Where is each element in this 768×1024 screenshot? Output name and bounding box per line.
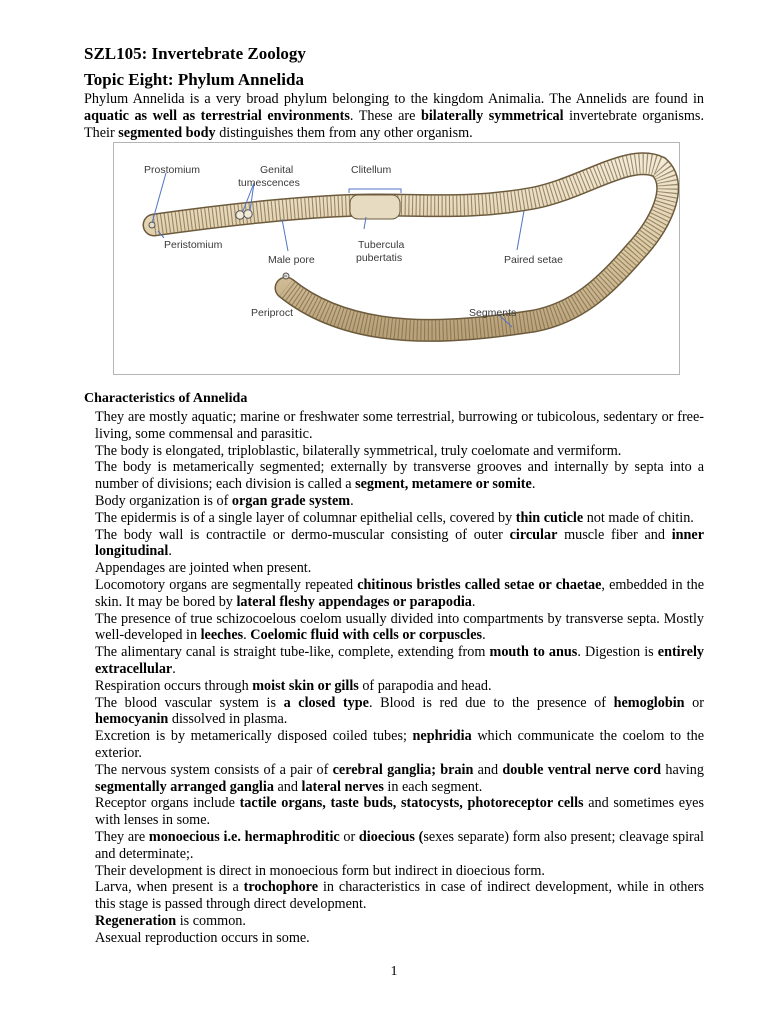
text-run: Body organization is of	[95, 492, 232, 509]
course-title: SZL105: Invertebrate Zoology	[84, 44, 306, 63]
text-run: which communicate the coelom to the exterior.	[95, 728, 705, 761]
bold-text: segmentally arranged ganglia	[95, 778, 274, 795]
text-run: Receptor organs include	[95, 795, 240, 812]
text-run: The blood vascular system is	[95, 694, 284, 711]
characteristic-item	[95, 678, 704, 695]
text-run: The nervous system consists of a pair of	[95, 761, 333, 778]
text-run: The body is metamerically segmented; externally by transverse grooves and internally by septa into a number of divisions; each division is called a	[95, 459, 704, 493]
characteristic-item	[95, 527, 704, 561]
label-prostomium: Prostomium	[144, 164, 201, 176]
text-run: invertebrate organisms. Their	[84, 107, 704, 141]
text-run: . Blood is red due to the presence of	[368, 694, 614, 711]
text-run: .	[471, 593, 476, 610]
characteristic-item	[95, 728, 704, 762]
text-run: or	[339, 828, 359, 845]
bold-text: thin cuticle	[515, 509, 584, 526]
characteristic-item	[95, 795, 704, 829]
characteristic-item	[95, 560, 704, 577]
label-genital: Genital	[260, 164, 294, 176]
characteristic-item	[95, 577, 704, 611]
bold-text: Coelomic fluid with cells or corpuscles	[250, 627, 483, 644]
bold-text: trochophore	[243, 879, 319, 896]
genital-tumescence-icon	[236, 211, 244, 219]
characteristic-item	[95, 913, 704, 930]
bold-text: entirely extracellular	[95, 644, 704, 677]
text-run: distinguishes them from any other organism.	[215, 124, 473, 141]
bold-text: inner longitudinal	[95, 526, 705, 560]
bold-text: segment, metamere or somite	[355, 476, 532, 493]
label-tumescences: tumescences	[238, 177, 300, 189]
text-run: Respiration occurs through	[95, 677, 253, 694]
bold-text: organ grade system	[231, 492, 351, 509]
bold-text: lateral nerves	[301, 778, 384, 795]
text-run: dissolved in plasma.	[168, 711, 288, 728]
text-run: .	[350, 492, 354, 509]
text-run: . Digestion is	[577, 644, 658, 661]
text-run: Excretion is by metamerically disposed coiled tubes;	[95, 728, 413, 745]
bold-text: hemoglobin	[613, 694, 685, 711]
label-segments: Segments	[469, 307, 517, 319]
text-run: They are mostly aquatic; marine or freshwater some terrestrial, burrowing or tubicolous, sedentary or free-living, some commensal and parasitic.	[95, 409, 704, 442]
text-run: Asexual reproduction occurs in some.	[95, 929, 310, 946]
characteristics-heading: Characteristics of Annelida	[84, 391, 248, 406]
text-run: .	[482, 627, 486, 644]
characteristic-item	[95, 493, 704, 510]
text-run: The body wall is contractile or dermo-muscular consisting of outer	[95, 526, 510, 543]
text-run: The presence of true schizocoelous coelom usually divided into compartments by transverse septa. Mostly well-developed in	[95, 610, 704, 644]
text-run: Their development is direct in monoecious form but indirect in dioecious form.	[95, 862, 545, 879]
characteristic-item	[95, 611, 704, 645]
text-run: not made of chitin.	[583, 509, 694, 526]
characteristic-item	[95, 644, 704, 678]
text-run: is common.	[176, 912, 246, 929]
characteristic-item	[95, 930, 704, 947]
label-clitellum: Clitellum	[351, 164, 392, 176]
characteristic-item	[95, 510, 704, 527]
label-pubertatis: pubertatis	[356, 252, 403, 264]
bold-text: aquatic as well as terrestrial environments	[84, 107, 350, 124]
text-run: sexes separate) form also present; cleavage spiral and determinate;.	[95, 828, 704, 862]
text-run: . These are	[349, 107, 421, 124]
text-run: , embedded in the skin. It may be bored by	[95, 576, 704, 610]
bold-text: tactile organs, taste buds, statocysts, photoreceptor cells	[239, 795, 584, 812]
bold-text: mouth to anus	[489, 644, 578, 661]
bold-text: lateral fleshy appendages or parapodia	[236, 593, 472, 610]
text-run: or	[684, 694, 704, 711]
text-run: muscle fiber and	[557, 526, 672, 543]
worm-segments	[154, 164, 668, 331]
characteristics-list	[95, 409, 704, 947]
text-run: Locomotory organs are segmentally repeated	[95, 576, 358, 593]
text-run: The epidermis is of a single layer of columnar epithelial cells, covered by	[95, 509, 516, 526]
text-run: Phylum Annelida is a very broad phylum belonging to the kingdom Animalia. The Annelids are found in	[84, 91, 704, 107]
text-run: They are	[95, 828, 149, 845]
text-run: and	[273, 778, 302, 795]
bold-text: hemocyanin	[95, 711, 169, 728]
bold-text: Regeneration	[95, 912, 177, 929]
earthworm-figure	[113, 142, 680, 375]
intro-paragraph	[84, 91, 704, 141]
clitellum-band	[350, 195, 400, 219]
text-run: of parapodia and head.	[358, 677, 492, 694]
label-peristomium: Peristomium	[164, 239, 223, 251]
page-number: 1	[390, 964, 398, 979]
label-periproct: Periproct	[251, 307, 294, 319]
text-run: and sometimes eyes with lenses in some.	[95, 795, 704, 829]
text-run: Larva, when present is a	[95, 879, 244, 896]
bold-text: segmented body	[118, 124, 216, 141]
bold-text: cerebral ganglia; brain	[332, 761, 474, 778]
label-tubercula: Tubercula	[358, 239, 405, 251]
earthworm-diagram	[114, 143, 679, 374]
characteristic-item	[95, 863, 704, 880]
bold-text: moist skin or gills	[252, 677, 359, 694]
genital-tumescence-icon	[244, 210, 252, 218]
characteristic-item	[95, 695, 704, 729]
text-run: .	[168, 543, 172, 560]
bold-text: bilaterally symmetrical	[420, 107, 564, 124]
characteristic-item	[95, 879, 704, 913]
bold-text: a closed type	[283, 694, 369, 711]
bold-text: monoecious i.e. hermaphroditic	[148, 828, 340, 845]
text-run: Appendages are jointed when present.	[95, 560, 312, 577]
characteristic-item	[95, 829, 704, 863]
label-paired-setae: Paired setae	[504, 254, 563, 266]
text-run: The alimentary canal is straight tube-like, complete, extending from	[95, 644, 490, 661]
text-run: and	[473, 761, 503, 778]
bold-text: chitinous bristles called setae or chaetae	[357, 576, 602, 593]
bold-text: dioecious (	[358, 828, 424, 845]
text-run: in characteristics in case of indirect development, while in others this stage is passed through direct development.	[95, 879, 704, 913]
characteristic-item	[95, 409, 704, 443]
text-run: The body is elongated, triploblastic, bilaterally symmetrical, truly coelomate and vermiform.	[95, 442, 622, 459]
bold-text: double ventral nerve cord	[502, 761, 662, 778]
bold-text: leeches	[200, 627, 244, 644]
characteristic-item	[95, 459, 704, 493]
text-run: .	[531, 476, 536, 493]
text-run: .	[172, 660, 176, 677]
characteristic-item	[95, 762, 704, 796]
text-run: .	[243, 627, 251, 644]
label-male-pore: Male pore	[268, 254, 315, 266]
bold-text: circular	[509, 526, 558, 543]
characteristic-item	[95, 443, 704, 460]
topic-title: Topic Eight: Phylum Annelida	[84, 70, 304, 89]
text-run: in each segment.	[383, 778, 483, 795]
bold-text: nephridia	[412, 728, 472, 745]
text-run: having	[661, 761, 704, 778]
